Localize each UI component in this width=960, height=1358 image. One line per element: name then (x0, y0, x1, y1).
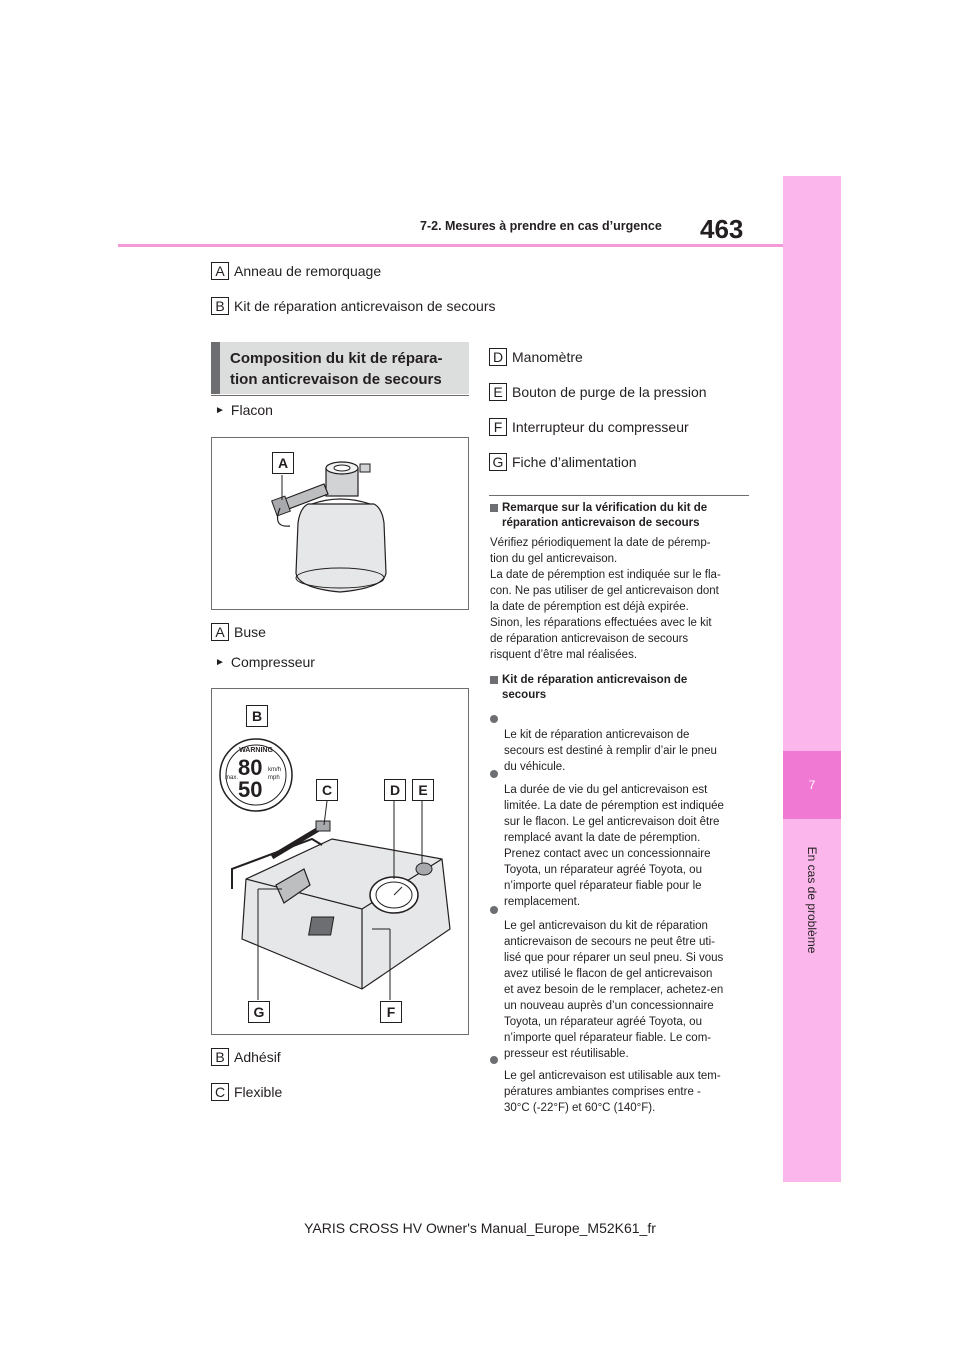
section-title: 7-2. Mesures à prendre en cas d’urgence (420, 219, 662, 233)
sticker-max: max. (225, 775, 239, 781)
flacon-figure (211, 437, 469, 610)
legend-item-buse (211, 623, 266, 641)
callout-letter: G (253, 1004, 265, 1020)
flacon-title: Flacon (230, 402, 273, 418)
legend-text: Bouton de purge de la pression (512, 384, 707, 400)
figure-callout (384, 779, 406, 801)
section-heading (211, 342, 469, 394)
compresseur-subtitle (211, 654, 315, 670)
bullet-item (490, 1052, 764, 1116)
note-verification (490, 501, 755, 663)
letter-label: A (211, 623, 229, 641)
note-heading-text: Remarque sur la vérification du kit de réparation anticrevaison de secours (502, 502, 708, 529)
legend-item-adhesif (211, 1048, 281, 1066)
heading-line-2: tion anticrevaison de secours (230, 371, 442, 388)
chapter-side-tab (783, 176, 841, 1182)
letter-label: E (489, 383, 507, 401)
heading-line-1: Composition du kit de répara- (230, 350, 443, 367)
legend-text: Buse (234, 624, 266, 640)
letter-label: G (489, 453, 507, 471)
letter-label: B (211, 297, 229, 315)
square-bullet-icon (490, 504, 498, 512)
sticker-unit-kmh: km/h (268, 767, 282, 773)
dot-bullet-icon (490, 770, 498, 778)
bullet-text: Le gel anticrevaison du kit de réparation anticrevaison de secours ne peut être uti- lisé que pour réparer un seul pneu. Si vous avez utilisé le flacon de gel anticrevaison et avez besoin de le remplacer, achetez-en un nouveau auprès d’un concessionnaire Toyota, un réparateur agréé Toyota, ou n’importe quel réparateur fiable. Le com- presseur est réutilisable. (504, 920, 724, 1060)
chapter-number: 7 (783, 751, 841, 819)
compresseur-title: Compresseur (230, 654, 315, 670)
chapter-label: En cas de problème (805, 846, 819, 954)
footer: YARIS CROSS HV Owner's Manual_Europe_M52K61_fr (304, 1220, 656, 1236)
callout-letter: E (418, 782, 428, 798)
figure-callout (412, 779, 434, 801)
bullet-text: Le gel anticrevaison est utilisable aux tem- pératures ambiantes comprises entre - 30°C (-22°F) et 60°C (140°F). (504, 1070, 721, 1114)
legend-text: Manomètre (512, 349, 583, 365)
legend-item-e (489, 383, 707, 401)
legend-item-flexible (211, 1083, 282, 1101)
header-rule (118, 244, 783, 247)
legend-text: Kit de réparation anticrevaison de secours (234, 298, 496, 314)
page-number: 463 (700, 214, 744, 244)
legend-text: Fiche d’alimentation (512, 454, 637, 470)
bullet-text: La durée de vie du gel anticrevaison est limitée. La date de péremption est indiquée sur le flacon. Le gel anticrevaison doit être remplacé avant la date de péremption. Prenez contact avec un concessionnaire Toyota, un réparateur agréé Toyota, ou n’importe quel réparateur fiable pour le remplacement. (504, 784, 724, 908)
letter-label: B (211, 1048, 229, 1066)
bullet-text: Le kit de réparation anticrevaison de secours est destiné à remplir d’air le pneu du véhicule. (504, 729, 717, 773)
callout-letter: D (389, 782, 401, 798)
letter-label: A (211, 262, 229, 280)
legend-text: Anneau de remorquage (234, 263, 382, 279)
sticker-unit-mph: mph (268, 775, 280, 781)
heading-rule (211, 395, 469, 396)
legend-text: Flexible (234, 1084, 283, 1100)
callout-letter: A (277, 455, 289, 471)
note-body: Vérifiez périodiquement la date de péremp- tion du gel anticrevaison. La date de péremption est indiquée sur le fla- con. Ne pas utiliser de gel anticrevaison dont la date de péremption est déjà expirée. Sinon, les réparations effectuées avec le kit de réparation anticrevaison de secours risquent d’être mal réalisées. (490, 537, 721, 661)
callout-letter: C (321, 782, 333, 798)
legend-item-g (489, 453, 637, 471)
legend-item-d (489, 348, 583, 366)
bullet-item (490, 902, 764, 1062)
dot-bullet-icon (490, 906, 498, 914)
sticker-speed-50: 50 (238, 777, 263, 802)
triangle-bullet-icon: ► (215, 656, 225, 668)
legend-item-a (211, 262, 381, 280)
note-heading (490, 501, 755, 531)
callout-letter: B (251, 708, 263, 724)
callout-letter: F (386, 1004, 396, 1020)
figure-callout (272, 452, 294, 474)
sticker-speed-80: 80 (238, 755, 263, 780)
figure-callout (248, 1001, 270, 1023)
figure-callout (246, 705, 268, 727)
letter-label: D (489, 348, 507, 366)
square-bullet-icon (490, 676, 498, 684)
legend-item-f (489, 418, 689, 436)
flacon-subtitle (211, 402, 273, 418)
compresseur-figure (211, 688, 469, 1035)
note-heading-text: Kit de réparation anticrevaison de secours (502, 674, 688, 701)
dot-bullet-icon (490, 715, 498, 723)
figure-callout (316, 779, 338, 801)
letter-label: F (489, 418, 507, 436)
legend-item-b (211, 297, 495, 315)
dot-bullet-icon (490, 1056, 498, 1064)
note-heading (490, 673, 755, 703)
legend-text: Interrupteur du compresseur (512, 419, 689, 435)
bullet-item (490, 766, 764, 910)
compressor-illustration (212, 689, 468, 1034)
figure-callout (380, 1001, 402, 1023)
legend-text: Adhésif (234, 1049, 281, 1065)
letter-label: C (211, 1083, 229, 1101)
sticker-warning-text: WARNING (239, 747, 273, 754)
triangle-bullet-icon: ► (215, 404, 225, 416)
note-rule (489, 495, 749, 496)
note-kit (490, 673, 755, 703)
bottle-illustration (212, 438, 468, 609)
